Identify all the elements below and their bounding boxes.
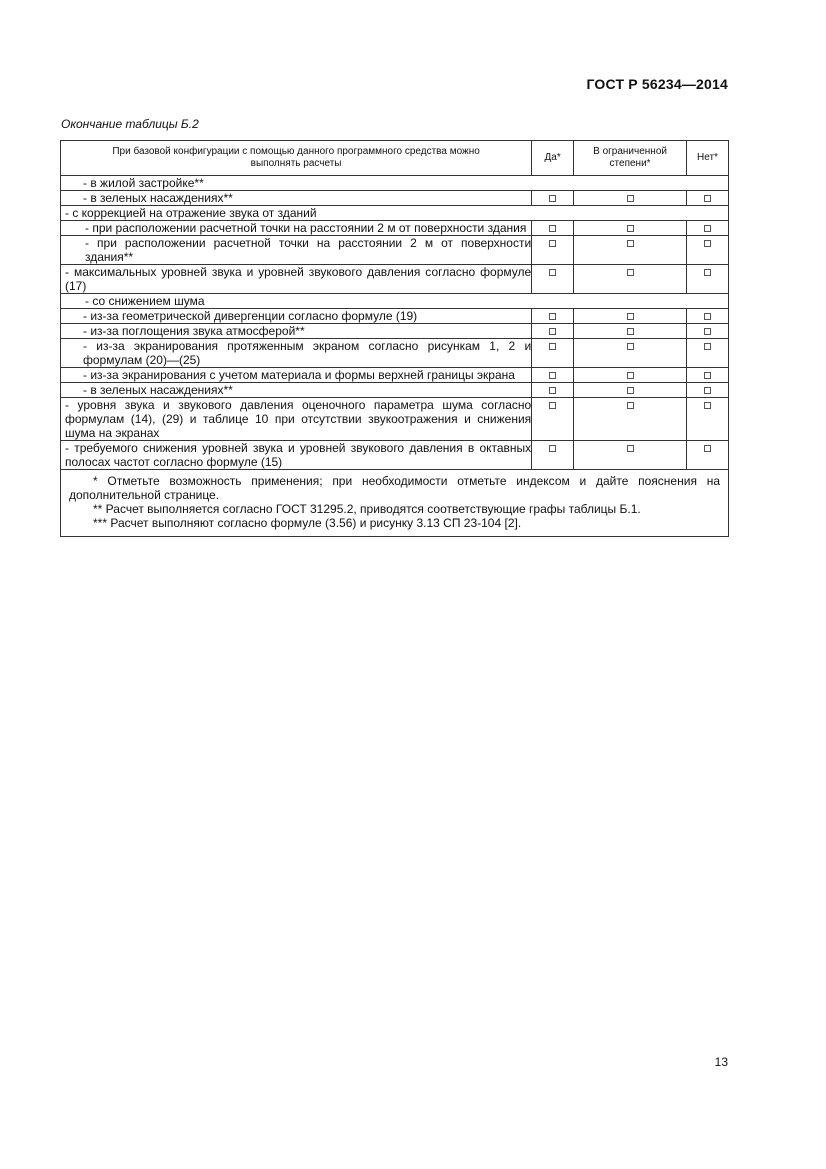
column-header-no: Нет* [687,141,729,176]
table-row [61,339,729,368]
checkbox-limited[interactable] [627,445,634,452]
cell-yes [532,221,574,236]
checkbox-yes[interactable] [549,328,556,335]
checkbox-limited[interactable] [627,240,634,247]
cell-yes [532,368,574,383]
cell-no [687,191,729,206]
checkbox-yes[interactable] [549,195,556,202]
row-label: - максимальных уровней звука и уровней звукового давления согласно формуле (17) [61,265,532,294]
row-label: - из-за экранирования с учетом материала и формы верхней границы экрана [61,368,532,383]
checkbox-yes[interactable] [549,343,556,350]
cell-limited [574,265,687,294]
cell-yes [532,398,574,441]
footnote-1: * Отметьте возможность применения; при необходимости отметьте индексом и дайте пояснения на дополнительной странице. [69,474,720,502]
column-header-main: При базовой конфигурации с помощью данного программного средства можно выполнять расчеты [61,141,532,176]
cell-no [687,368,729,383]
checkbox-no[interactable] [704,387,711,394]
cell-no [687,441,729,470]
table-body [61,176,729,470]
cell-yes [532,324,574,339]
cell-no [687,265,729,294]
checkbox-limited[interactable] [627,387,634,394]
checkbox-no[interactable] [704,195,711,202]
cell-yes [532,441,574,470]
checkbox-yes[interactable] [549,313,556,320]
row-label: - в зеленых насаждениях** [61,383,532,398]
cell-limited [574,368,687,383]
checkbox-yes[interactable] [549,445,556,452]
table-row [61,176,729,191]
checkbox-yes[interactable] [549,240,556,247]
cell-no [687,221,729,236]
cell-no [687,236,729,265]
checkbox-limited[interactable] [627,328,634,335]
checkbox-no[interactable] [704,269,711,276]
cell-limited [574,236,687,265]
table-row [61,221,729,236]
cell-no [687,398,729,441]
cell-yes [532,191,574,206]
cell-no [687,324,729,339]
checkbox-yes[interactable] [549,402,556,409]
checkbox-limited[interactable] [627,343,634,350]
table-header-row [61,141,729,176]
checkbox-yes[interactable] [549,372,556,379]
cell-yes [532,309,574,324]
row-label: - уровня звука и звукового давления оценочного параметра шума согласно формулам (14), (29) и таблице 10 при отсутствии звукоотражения и снижения шума на экранах [61,398,532,441]
row-label: - в жилой застройке** [61,176,729,191]
table-row [61,191,729,206]
cell-limited [574,441,687,470]
checkbox-no[interactable] [704,240,711,247]
cell-limited [574,339,687,368]
cell-yes [532,339,574,368]
cell-no [687,339,729,368]
table-row [61,309,729,324]
table-row [61,441,729,470]
footnote-3: *** Расчет выполняют согласно формуле (3.56) и рисунку 3.13 СП 23-104 [2]. [93,516,522,530]
checkbox-limited[interactable] [627,372,634,379]
footnotes-row [61,470,729,537]
document-code: ГОСТ Р 56234—2014 [586,76,728,92]
table-row [61,294,729,309]
row-label: - из-за поглощения звука атмосферой** [61,324,532,339]
footnote-2: ** Расчет выполняется согласно ГОСТ 31295.2, приводятся соответствующие графы таблицы Б.1. [93,502,641,516]
table-caption: Окончание таблицы Б.2 [61,117,199,131]
column-header-yes: Да* [532,141,574,176]
row-label: - в зеленых насаждениях** [61,191,532,206]
row-label: - при расположении расчетной точки на расстоянии 2 м от поверхности здания** [61,236,532,265]
checkbox-limited[interactable] [627,269,634,276]
cell-limited [574,309,687,324]
cell-limited [574,398,687,441]
row-label: - с коррекцией на отражение звука от зданий [61,206,729,221]
cell-no [687,383,729,398]
cell-limited [574,191,687,206]
page-number: 13 [714,1055,728,1069]
checkbox-yes[interactable] [549,225,556,232]
cell-no [687,309,729,324]
checkbox-limited[interactable] [627,195,634,202]
checkbox-limited[interactable] [627,225,634,232]
calculation-table [60,140,729,537]
table-row [61,236,729,265]
cell-yes [532,383,574,398]
checkbox-no[interactable] [704,343,711,350]
table-row [61,324,729,339]
row-label: - требуемого снижения уровней звука и уровней звукового давления в октавных полосах частот согласно формуле (15) [61,441,532,470]
row-label: - из-за геометрической дивергенции согласно формуле (19) [61,309,532,324]
checkbox-limited[interactable] [627,313,634,320]
table-row [61,368,729,383]
checkbox-no[interactable] [704,445,711,452]
table-row [61,206,729,221]
checkbox-limited[interactable] [627,402,634,409]
table-row [61,383,729,398]
checkbox-no[interactable] [704,225,711,232]
checkbox-no[interactable] [704,402,711,409]
footnotes-cell [61,470,729,537]
row-label: - при расположении расчетной точки на расстоянии 2 м от поверхности здания [61,221,532,236]
checkbox-no[interactable] [704,372,711,379]
checkbox-yes[interactable] [549,387,556,394]
row-label: - из-за экранирования протяженным экраном согласно рисункам 1, 2 и формулам (20)—(25) [61,339,532,368]
cell-limited [574,221,687,236]
column-header-limited: В ограниченной степени* [574,141,687,176]
checkbox-no[interactable] [704,313,711,320]
cell-yes [532,265,574,294]
row-label: - со снижением шума [61,294,729,309]
checkbox-yes[interactable] [549,269,556,276]
table-row [61,265,729,294]
checkbox-no[interactable] [704,328,711,335]
cell-limited [574,383,687,398]
cell-yes [532,236,574,265]
cell-limited [574,324,687,339]
table-row [61,398,729,441]
